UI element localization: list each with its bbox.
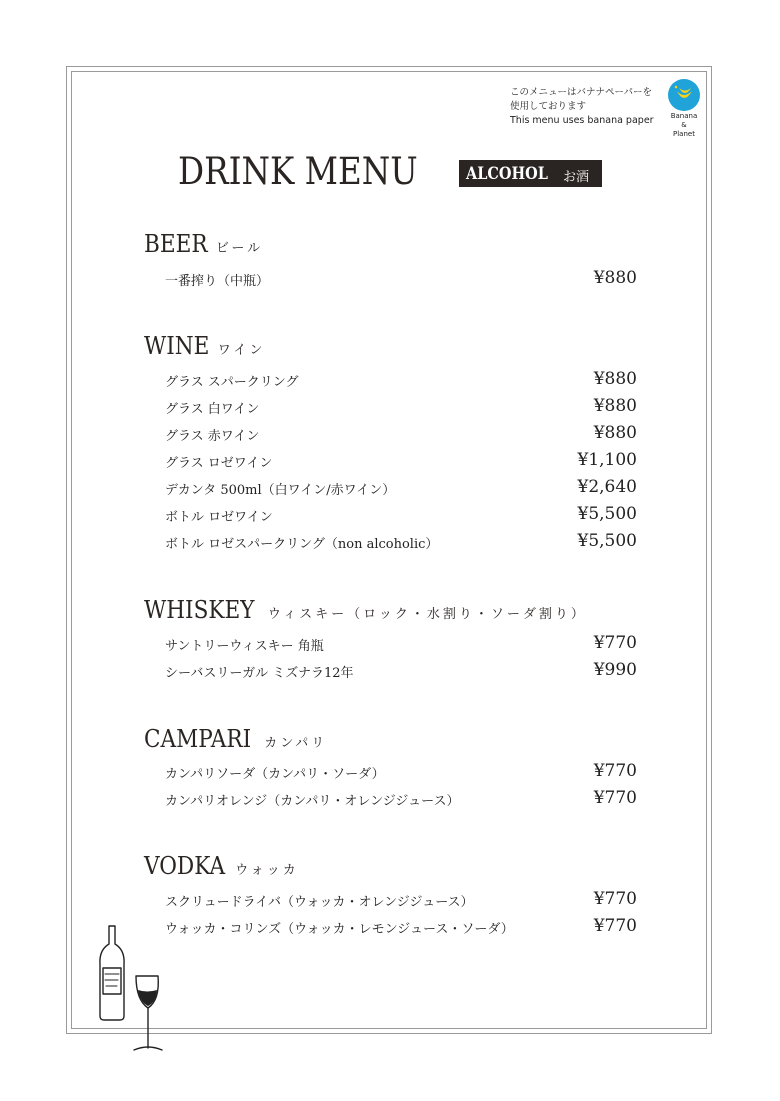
item-price: ¥990	[593, 660, 637, 680]
page-title: DRINK MENU	[178, 150, 418, 193]
section-title-en: BEER	[144, 230, 208, 258]
section-title-en: VODKA	[144, 852, 226, 880]
wine-bottle-and-glass-illustration	[96, 920, 176, 1060]
item-price: ¥770	[593, 633, 637, 653]
item-name: グラス 白ワイン	[165, 402, 260, 417]
item-price: ¥880	[593, 369, 637, 389]
item-name: シーバスリーガル ミズナラ12年	[165, 666, 354, 681]
section-title-ja: ワイン	[217, 343, 266, 358]
item-name: カンパリオレンジ（カンパリ・オレンジジュース）	[165, 794, 460, 809]
banana-icon	[668, 79, 700, 111]
item-price: ¥880	[593, 423, 637, 443]
section-title-ja: カンパリ	[264, 736, 328, 751]
item-name: デカンタ 500ml（白ワイン/赤ワイン）	[165, 483, 396, 498]
item-name: ウォッカ・コリンズ（ウォッカ・レモンジュース・ソーダ）	[165, 922, 514, 937]
alcohol-badge	[459, 160, 602, 187]
badge-label-ja: お酒	[563, 170, 590, 185]
section-title-en: WHISKEY	[144, 596, 255, 624]
note-line-3: This menu uses banana paper	[510, 115, 654, 126]
item-price: ¥770	[593, 788, 637, 808]
section-title-ja: ウィスキー（ロック・水割り・ソーダ割り）	[267, 607, 587, 622]
item-name: ボトル ロゼスパークリング（non alcoholic）	[165, 537, 439, 552]
item-price: ¥5,500	[577, 504, 637, 524]
item-name: グラス スパークリング	[165, 375, 299, 390]
item-price: ¥770	[593, 761, 637, 781]
banana-planet-logo	[664, 79, 704, 138]
banana-paper-note	[510, 86, 654, 128]
item-price: ¥770	[593, 889, 637, 909]
logo-text-2: &	[681, 121, 687, 129]
badge-label-en: ALCOHOL	[466, 164, 548, 184]
item-price: ¥880	[593, 268, 637, 288]
item-name: グラス 赤ワイン	[165, 429, 260, 444]
item-name: 一番搾り（中瓶）	[165, 274, 270, 289]
note-line-2: 使用しております	[510, 101, 587, 112]
item-price: ¥880	[593, 396, 637, 416]
section-wine-heading	[144, 332, 265, 360]
section-title-ja: ウォッカ	[235, 863, 299, 878]
item-price: ¥1,100	[577, 450, 637, 470]
logo-text-3: Planet	[673, 130, 695, 138]
item-price: ¥770	[593, 916, 637, 936]
logo-text-1: Banana	[670, 112, 698, 120]
section-title-en: WINE	[144, 332, 210, 360]
item-name: スクリュードライバ（ウォッカ・オレンジジュース）	[165, 895, 474, 910]
item-price: ¥5,500	[577, 531, 637, 551]
item-name: カンパリソーダ（カンパリ・ソーダ）	[165, 767, 385, 782]
section-vodka-heading	[144, 852, 299, 880]
section-whiskey-heading	[144, 596, 587, 624]
item-name: サントリーウィスキー 角瓶	[165, 639, 324, 654]
item-name: ボトル ロゼワイン	[165, 510, 273, 525]
section-title-ja: ビール	[215, 241, 264, 256]
section-title-en: CAMPARI	[144, 725, 252, 753]
item-price: ¥2,640	[577, 477, 637, 497]
section-campari-heading	[144, 725, 327, 753]
item-name: グラス ロゼワイン	[165, 456, 273, 471]
note-line-1: このメニューはバナナペーパーを	[510, 87, 653, 98]
section-beer-heading	[144, 230, 263, 258]
